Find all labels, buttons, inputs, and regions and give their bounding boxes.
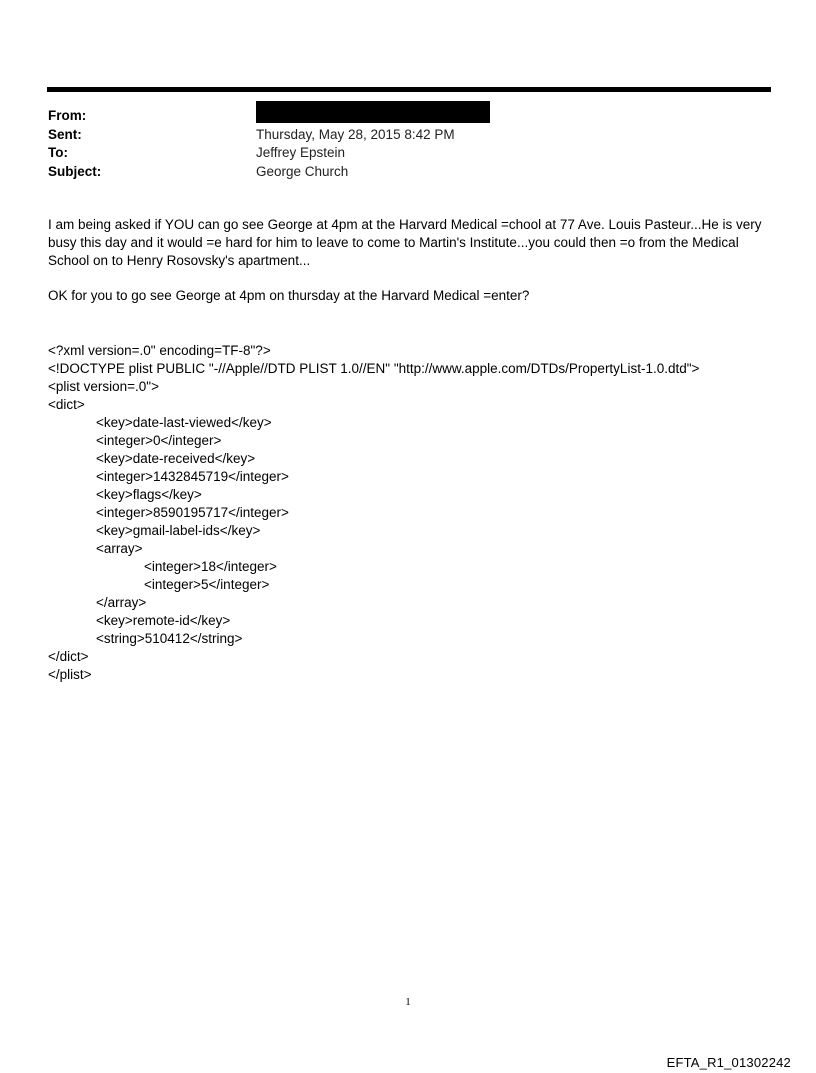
xml-line: <integer>0</integer>: [96, 433, 222, 448]
sent-value: Thursday, May 28, 2015 8:42 PM: [256, 126, 455, 142]
xml-line: <key>flags</key>: [96, 487, 202, 502]
xml-line: <!DOCTYPE plist PUBLIC "-//Apple//DTD PLIST 1.0//EN" "http://www.apple.com/DTDs/PropertyList-1.0.dtd">: [48, 361, 700, 376]
xml-line: <string>510412</string>: [96, 631, 243, 646]
to-row: [48, 144, 768, 163]
sent-label: Sent:: [48, 126, 82, 142]
xml-line: <?xml version=.0" encoding=TF-8"?>: [48, 343, 271, 358]
xml-line: <key>gmail-label-ids</key>: [96, 523, 261, 538]
email-header: [48, 107, 768, 181]
subject-value: George Church: [256, 163, 349, 179]
xml-line: </dict>: [48, 649, 89, 664]
xml-line: <plist version=.0">: [48, 379, 159, 394]
body-paragraph-1: I am being asked if YOU can go see George at 4pm at the Harvard Medical =chool at 77 Ave. Louis Pasteur...He is very busy this day and it would =e hard for him to leave to come to Martin's Institute...you could then =o from the Medical School on to Henry Rosovsky's apartment...: [48, 217, 762, 268]
subject-row: [48, 163, 768, 182]
subject-label: Subject:: [48, 163, 102, 179]
xml-line: <key>remote-id</key>: [96, 613, 231, 628]
xml-line: <integer>5</integer>: [144, 577, 270, 592]
xml-line: </array>: [96, 595, 147, 610]
xml-line: <integer>8590195717</integer>: [96, 505, 289, 520]
to-value: Jeffrey Epstein: [256, 145, 346, 160]
xml-line: <dict>: [48, 397, 85, 412]
from-label: From:: [48, 108, 87, 123]
document-id: EFTA_R1_01302242: [666, 1055, 791, 1070]
page-number: 1: [405, 996, 411, 1008]
redaction-block: [256, 101, 490, 123]
xml-line: </plist>: [48, 667, 92, 682]
body-paragraph-2: OK for you to go see George at 4pm on thursday at the Harvard Medical =enter?: [48, 288, 530, 303]
xml-line: <array>: [96, 541, 143, 556]
xml-line: <key>date-received</key>: [96, 451, 256, 466]
xml-line: <integer>1432845719</integer>: [96, 469, 289, 484]
sent-row: [48, 126, 768, 145]
from-row: [48, 107, 768, 126]
xml-line: <key>date-last-viewed</key>: [96, 415, 272, 430]
xml-line: <integer>18</integer>: [144, 559, 277, 574]
header-divider: [47, 87, 771, 92]
to-label: To:: [48, 145, 68, 160]
message-body: [48, 216, 763, 270]
plist-block: [48, 342, 768, 684]
